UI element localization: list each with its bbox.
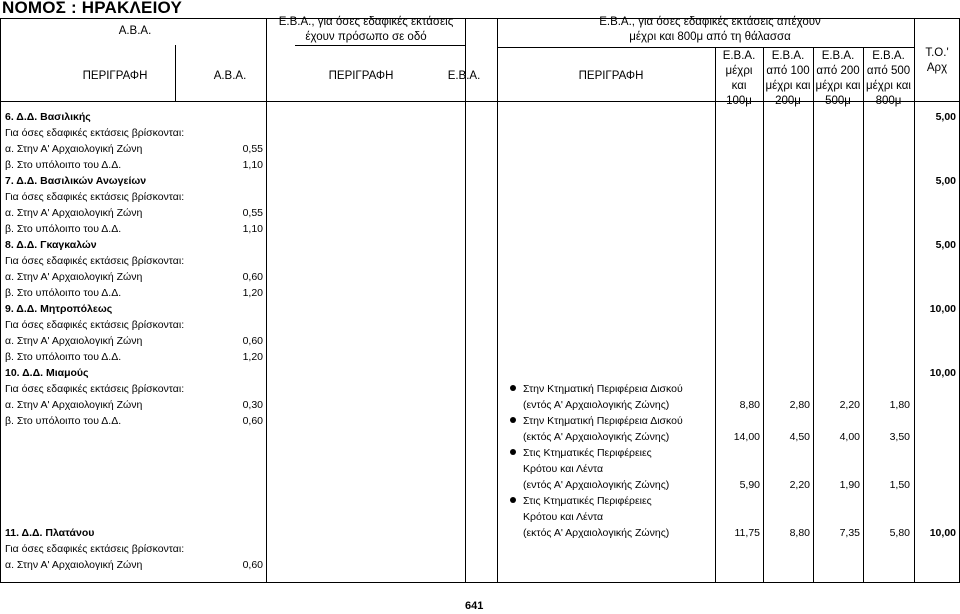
header-eba-2: Ε.Β.Α. xyxy=(447,70,481,82)
row-found: Για όσες εδαφικές εκτάσεις βρίσκονται: xyxy=(5,191,185,203)
row-found: Για όσες εδαφικές εκτάσεις βρίσκονται: xyxy=(5,383,185,395)
row-found: Για όσες εδαφικές εκτάσεις βρίσκονται: xyxy=(5,127,185,139)
header-dist-col-1: Ε.Β.Α. μέχρι και 100μ xyxy=(722,50,756,107)
list-item-area: Κρότου και Λέντα xyxy=(523,463,604,475)
row-found: Για όσες εδαφικές εκτάσεις βρίσκονται: xyxy=(5,255,185,267)
header-to-line1: Τ.Ο.' xyxy=(925,47,949,59)
aba-rest-value: 1,20 xyxy=(242,351,263,363)
list-item-area: Κρότου και Λέντα xyxy=(523,511,604,523)
header-description-3: ΠΕΡΙΓΡΑΦΗ xyxy=(578,70,644,82)
header-eba-front-line2: έχουν πρόσωπο σε οδό xyxy=(305,31,427,43)
list-item: Στις Κτηματικές Περιφέρειες xyxy=(510,493,652,509)
list-item-zone: (εντός Α' Αρχαιολογικής Ζώνης) xyxy=(523,479,670,491)
value-800: 1,80 xyxy=(889,399,910,411)
row-zone: α. Στην Α' Αρχαιολογική Ζώνη xyxy=(5,143,143,155)
aba-zone-value: 0,55 xyxy=(242,207,263,219)
row-rest: β. Στο υπόλοιπο του Δ.Δ. xyxy=(5,223,122,235)
header-eba-front-line1: Ε.Β.Α., για όσες εδαφικές εκτάσεις xyxy=(278,16,454,28)
header-eba-sea-line1: Ε.Β.Α., για όσες εδαφικές εκτάσεις απέχουν xyxy=(599,16,821,28)
header-eba-sea-line2: μέχρι και 800μ από τη θάλασσα xyxy=(629,31,791,43)
header-dist-col-4: Ε.Β.Α. από 500 μέχρι και 800μ xyxy=(866,50,911,107)
list-item-zone: (εντός Α' Αρχαιολογικής Ζώνης) xyxy=(523,399,670,411)
value-100: 8,80 xyxy=(739,399,760,411)
row-name: 10. Δ.Δ. Μιαμούς xyxy=(5,367,89,379)
row-zone: α. Στην Α' Αρχαιολογική Ζώνη xyxy=(5,271,143,283)
aba-zone-value: 0,60 xyxy=(242,559,263,571)
page-title: ΝΟΜΟΣ : ΗΡΑΚΛΕΙΟΥ xyxy=(2,0,182,17)
row-name: 7. Δ.Δ. Βασιλικών Ανωγείων xyxy=(5,175,147,187)
header-dist-col-2: Ε.Β.Α. από 100 μέχρι και 200μ xyxy=(765,50,811,107)
value-800: 3,50 xyxy=(889,431,910,443)
to-value: 5,00 xyxy=(935,111,956,123)
aba-rest-value: 0,60 xyxy=(242,415,263,427)
to-value: 10,00 xyxy=(929,367,956,379)
header-description-1: ΠΕΡΙΓΡΑΦΗ xyxy=(82,70,148,82)
value-100: 11,75 xyxy=(734,527,760,539)
aba-rest-value: 1,20 xyxy=(242,287,263,299)
value-500: 7,35 xyxy=(839,527,860,539)
row-rest: β. Στο υπόλοιπο του Δ.Δ. xyxy=(5,287,122,299)
list-item-zone: (εκτός Α' Αρχαιολογικής Ζώνης) xyxy=(523,431,670,443)
value-100: 5,90 xyxy=(739,479,760,491)
row-name: 11. Δ.Δ. Πλατάνου xyxy=(5,527,95,539)
header-aba-1: Α.Β.Α. xyxy=(213,70,247,82)
value-200: 8,80 xyxy=(789,527,810,539)
row-name: 8. Δ.Δ. Γκαγκαλών xyxy=(5,239,97,251)
value-100: 14,00 xyxy=(733,431,760,443)
to-value: 5,00 xyxy=(935,239,956,251)
value-500: 2,20 xyxy=(839,399,860,411)
row-zone: α. Στην Α' Αρχαιολογική Ζώνη xyxy=(5,559,143,571)
row-found: Για όσες εδαφικές εκτάσεις βρίσκονται: xyxy=(5,319,185,331)
header-aba-top: Α.Β.Α. xyxy=(118,25,152,37)
row-rest: β. Στο υπόλοιπο του Δ.Δ. xyxy=(5,159,122,171)
aba-rest-value: 1,10 xyxy=(242,223,263,235)
row-rest: β. Στο υπόλοιπο του Δ.Δ. xyxy=(5,351,122,363)
row-zone: α. Στην Α' Αρχαιολογική Ζώνη xyxy=(5,399,143,411)
list-item: Στις Κτηματικές Περιφέρειες xyxy=(510,445,652,461)
value-800: 5,80 xyxy=(889,527,910,539)
value-200: 2,20 xyxy=(789,479,810,491)
row-name: 6. Δ.Δ. Βασιλικής xyxy=(5,111,91,123)
row-found: Για όσες εδαφικές εκτάσεις βρίσκονται: xyxy=(5,543,185,555)
header-to-line2: Αρχ xyxy=(926,62,948,74)
value-500: 4,00 xyxy=(839,431,860,443)
row-zone: α. Στην Α' Αρχαιολογική Ζώνη xyxy=(5,207,143,219)
value-200: 4,50 xyxy=(789,431,810,443)
aba-zone-value: 0,60 xyxy=(242,335,263,347)
list-item: Στην Κτηματική Περιφέρεια Δισκού xyxy=(510,381,683,397)
to-value: 5,00 xyxy=(935,175,956,187)
to-value: 10,00 xyxy=(929,527,956,539)
aba-zone-value: 0,30 xyxy=(242,399,263,411)
row-zone: α. Στην Α' Αρχαιολογική Ζώνη xyxy=(5,335,143,347)
value-200: 2,80 xyxy=(789,399,810,411)
aba-rest-value: 1,10 xyxy=(242,159,263,171)
list-item-zone: (εκτός Α' Αρχαιολογικής Ζώνης) xyxy=(523,527,670,539)
row-rest: β. Στο υπόλοιπο του Δ.Δ. xyxy=(5,415,122,427)
header-dist-col-3: Ε.Β.Α. από 200 μέχρι και 500μ xyxy=(815,50,861,107)
to-value: 10,00 xyxy=(929,303,956,315)
aba-zone-value: 0,55 xyxy=(242,143,263,155)
value-800: 1,50 xyxy=(889,479,910,491)
aba-zone-value: 0,60 xyxy=(242,271,263,283)
page-number: 641 xyxy=(465,600,484,612)
row-name: 9. Δ.Δ. Μητροπόλεως xyxy=(5,303,113,315)
header-description-2: ΠΕΡΙΓΡΑΦΗ xyxy=(328,70,394,82)
list-item: Στην Κτηματική Περιφέρεια Δισκού xyxy=(510,413,683,429)
value-500: 1,90 xyxy=(839,479,860,491)
